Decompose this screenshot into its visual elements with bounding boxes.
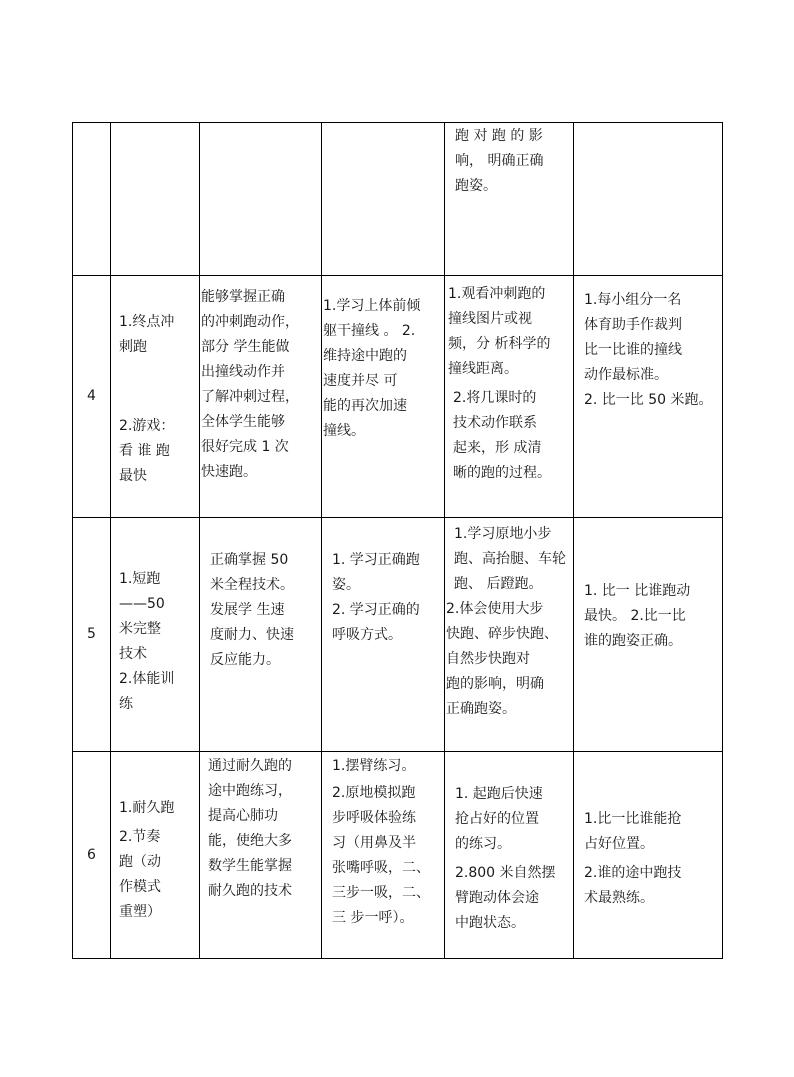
text-line: 了解冲刺过程， [201,389,299,405]
text-line: 提高心肺功 [208,808,278,824]
text-line: 能的再次加速 [323,398,407,414]
evaluation-cell [574,518,723,752]
text-line: 途中跑练习， [208,783,292,799]
goal-cell [200,518,322,752]
text-line: 1.每小组分一名 [584,292,682,308]
text-line: 1.摆臂练习。 [332,758,416,774]
text-line: 能够掌握正确 [201,289,285,305]
text-line: 姿。 [332,577,360,593]
text-line: 响， 明确正确 [455,153,544,169]
teacher-activity-cell [445,752,574,959]
text-line: 出撞线动作并 [201,364,285,380]
text-line: 正确掌握 50 [210,552,289,568]
text-line: 部分 学生能做 [201,339,290,355]
text-line: 作模式 [119,879,161,895]
teacher-activity-cell [445,518,574,752]
text-line: 重塑） [119,904,161,920]
text-line: 自然步快跑对 [446,651,530,667]
text-line: 比一比谁的撞线 [584,342,682,358]
text-line: 2.谁的途中跑技 [584,865,682,881]
text-line: 跑 对 跑 的 影 [455,128,543,144]
text-line: 跑、 后蹬跑。 [454,576,543,592]
text-line: 频，分 析科学的 [448,336,551,352]
text-line: 躯干撞线 。 2. [323,323,416,339]
content-cell [111,752,200,959]
text-line: 全体学生能够 [201,414,285,430]
text-line: 快速跑。 [201,464,257,480]
lesson-number: 6 [73,752,111,959]
text-line: 1.短跑 [119,571,161,587]
text-line: 2. 学习正确的 [332,602,420,618]
text-line: 最快。 2.比一比 [584,608,686,624]
text-line: 1.比一比谁能抢 [584,811,682,827]
teacher-activity-cell [445,276,574,518]
content-cell [111,276,200,518]
text-line: 跑姿。 [455,178,497,194]
content-cell [111,123,200,276]
text-line: 1.学习原地小步 [454,526,552,542]
text-line: 2.游戏： [119,418,175,434]
text-line: 撞线图片或视 [448,311,532,327]
text-line: 1.学习上体前倾 [323,298,421,314]
text-line: 技术动作联系 [453,415,537,431]
text-line: 耐久跑的技术 [208,883,292,899]
student-activity-cell [322,276,445,518]
text-line: 撞线。 [323,423,365,439]
text-line: 张嘴呼吸，二、 [332,860,430,876]
text-line: 的练习。 [455,836,511,852]
goal-cell [200,752,322,959]
evaluation-cell [574,276,723,518]
text-line: 2.体能训 [119,671,175,687]
evaluation-cell [574,752,723,959]
lesson-plan-table [72,122,723,959]
text-line: 通过耐久跑的 [208,758,292,774]
text-line: 度耐力、快速 [210,627,294,643]
table-row-lesson-5 [73,518,723,752]
goal-cell [200,276,322,518]
text-line: 很好完成 1 次 [201,439,289,455]
student-activity-cell [322,518,445,752]
lesson-number: 5 [73,518,111,752]
text-line: 米全程技术。 [210,577,294,593]
text-line: 的冲刺跑动作， [201,314,299,330]
text-line: 三步一吸，二、 [332,885,430,901]
text-line: 步呼吸体验练 [332,810,416,826]
text-line: 刺跑 [119,339,147,355]
text-line: 2.体会使用大步 [446,601,544,617]
evaluation-cell [574,123,723,276]
text-line: 2.节奏 [119,829,161,845]
text-line: 占好位置。 [584,836,654,852]
text-line: 术最熟练。 [584,890,654,906]
text-line: 能，使绝大多 [208,833,292,849]
goal-cell [200,123,322,276]
text-line: 发展学 生速 [210,602,285,618]
text-line: 2. 比一比 50 米跑。 [584,392,713,408]
text-line: 2.800 米自然摆 [455,865,556,881]
text-line: 抢占好的位置 [455,811,539,827]
text-line: 1.终点冲 [119,314,175,330]
text-line: 1. 学习正确跑 [332,552,420,568]
lesson-number: 4 [73,276,111,518]
text-line: 跑、高抬腿、车轮 [454,551,566,567]
text-line: 正确跑姿。 [446,701,516,717]
text-line: 起来，形 成清 [453,440,542,456]
text-line: 反应能力。 [210,652,280,668]
text-line: 维持途中跑的 [323,348,407,364]
text-line: 技术 [119,646,147,662]
text-line: 快跑、碎步快跑、 [446,626,558,642]
text-line: 晰的跑的过程。 [453,465,551,481]
text-line: 臂跑动体会途 [455,890,539,906]
student-activity-cell [322,752,445,959]
text-line: 1. 起跑后快速 [455,786,543,802]
student-activity-cell [322,123,445,276]
text-line: 习（用鼻及半 [332,835,416,851]
table-row-continued [73,123,723,276]
text-line: 数学生能掌握 [208,858,292,874]
text-line: 跑的影响，明确 [446,676,544,692]
text-line: 最快 [119,468,147,484]
text-line: 2.将几课时的 [453,390,537,406]
text-line: 2.原地模拟跑 [332,785,416,801]
table-row-lesson-4 [73,276,723,518]
text-line: 呼吸方式。 [332,627,402,643]
table-row-lesson-6 [73,752,723,959]
text-line: 米完整 [119,621,161,637]
text-line: 谁的跑姿正确。 [584,633,682,649]
text-line: 跑（动 [119,854,161,870]
text-line: 中跑状态。 [455,915,525,931]
teacher-activity-cell [445,123,574,276]
text-line: 三 步一呼）。 [332,910,414,926]
text-line: 1.观看冲刺跑的 [448,286,546,302]
content-cell [111,518,200,752]
text-line: 1.耐久跑 [119,800,175,816]
lesson-number [73,123,111,276]
text-line: 动作最标准。 [584,367,668,383]
text-line: 看 谁 跑 [119,443,170,459]
text-line: 练 [119,696,133,712]
text-line: 速度并尽 可 [323,373,398,389]
text-line: 1. 比一 比谁跑动 [584,583,691,599]
text-line: 撞线距离。 [448,361,518,377]
text-line: 体育助手作裁判 [584,317,682,333]
text-line: ——50 [119,596,165,612]
